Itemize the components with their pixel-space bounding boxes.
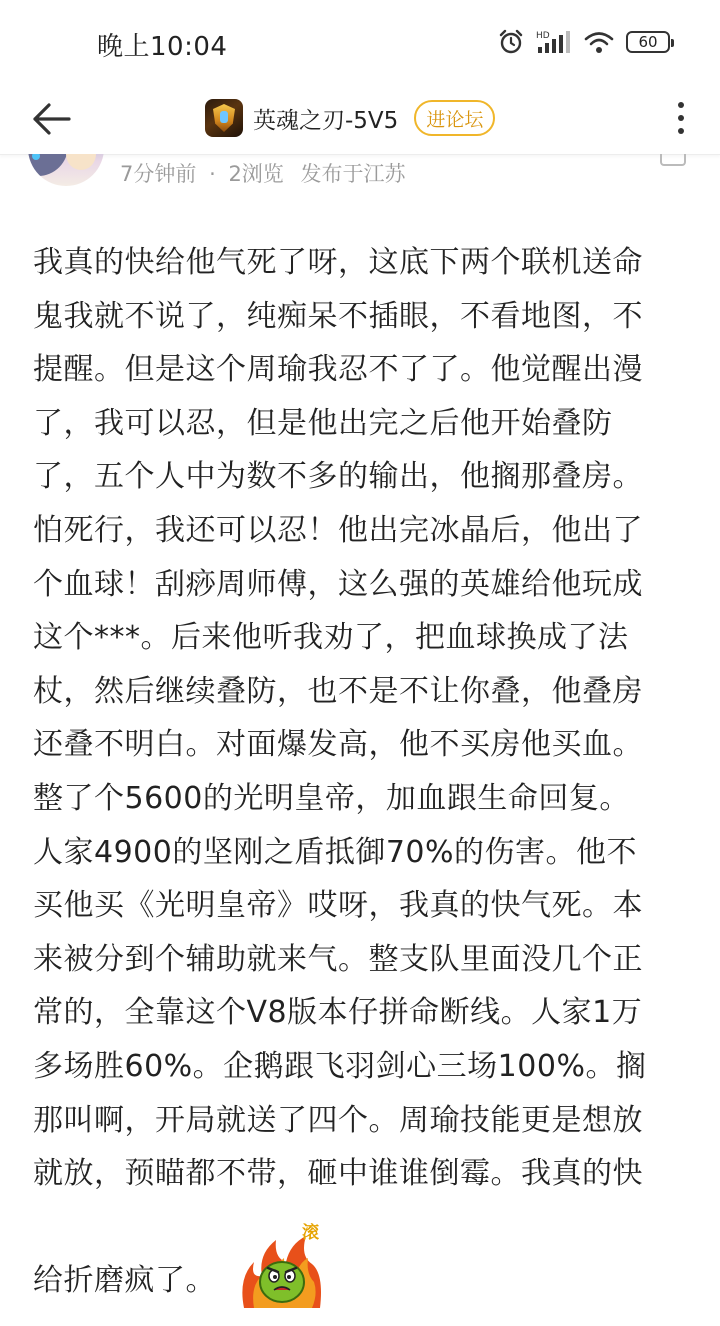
post-last-line: 给折磨疯了。 bbox=[33, 1263, 216, 1298]
post-line: 怕死行，我还可以忍！他出完冰晶后，他出了 bbox=[33, 512, 643, 548]
post-line: 了，五个人中为数不多的输出，他搁那叠房。 bbox=[33, 459, 643, 495]
post-line: 就放，预瞄都不带，砸中谁谁倒霉。我真的快 bbox=[33, 1156, 643, 1192]
enter-forum-button[interactable]: 进论坛 bbox=[414, 100, 495, 136]
meta-separator: · bbox=[209, 162, 216, 186]
post-body bbox=[33, 236, 693, 1201]
post-line: 鬼我就不说了，纯痴呆不插眼，不看地图，不 bbox=[33, 298, 643, 334]
post-line: 来被分到个辅助就来气。整支队里面没几个正 bbox=[33, 941, 643, 977]
avatar[interactable] bbox=[28, 154, 104, 186]
status-icons bbox=[498, 28, 670, 56]
post-time: 7分钟前 bbox=[120, 162, 197, 186]
post-line: 杖，然后继续叠防，也不是不让你叠，他叠房 bbox=[33, 673, 643, 709]
post-meta-row bbox=[0, 154, 720, 198]
hd-signal-icon bbox=[536, 29, 572, 55]
post-line: 了，我可以忍，但是他出完之后他开始叠防 bbox=[33, 405, 613, 441]
post-line: 整了个5600的光明皇帝，加血跟生命回复。 bbox=[33, 780, 630, 816]
post-location: 发布于江苏 bbox=[300, 162, 406, 186]
post-views: 2浏览 bbox=[228, 162, 284, 186]
post-line: 多场胜60%。企鹅跟飞羽剑心三场100%。搁 bbox=[33, 1048, 647, 1084]
post-meta bbox=[120, 158, 406, 188]
game-logo bbox=[205, 99, 243, 137]
wifi-icon bbox=[584, 30, 614, 54]
alarm-icon bbox=[498, 29, 524, 55]
nav-bar bbox=[0, 84, 720, 155]
post-line: 这个***。后来他听我劝了，把血球换成了法 bbox=[33, 620, 629, 656]
nav-title-group[interactable] bbox=[205, 92, 495, 144]
post-line: 个血球！刮痧周师傅，这么强的英雄给他玩成 bbox=[33, 566, 643, 602]
post-line: 那叫啊，开局就送了四个。周瑜技能更是想放 bbox=[33, 1102, 643, 1138]
svg-text:HD: HD bbox=[536, 31, 550, 41]
report-icon[interactable] bbox=[660, 154, 686, 166]
status-time: 晚上10:04 bbox=[97, 32, 228, 62]
post-line: 常的，全靠这个V8版本仔拼命断线。人家1万 bbox=[33, 995, 643, 1031]
angry-sticker-icon bbox=[236, 1218, 328, 1310]
battery-icon bbox=[626, 31, 670, 53]
post-line: 还叠不明白。对面爆发高，他不买房他买血。 bbox=[33, 727, 643, 763]
status-bar bbox=[0, 0, 720, 84]
back-button[interactable] bbox=[26, 94, 76, 144]
post-line: 提醒。但是这个周瑜我忍不了了。他觉醒出漫 bbox=[33, 352, 643, 388]
more-vertical-icon[interactable] bbox=[666, 92, 696, 144]
post-line: 人家4900的坚刚之盾抵御70%的伤害。他不 bbox=[33, 834, 638, 870]
nav-title: 英魂之刃-5V5 bbox=[253, 107, 399, 134]
battery-level: 60 bbox=[638, 33, 658, 51]
post-line: 我真的快给他气死了呀，这底下两个联机送命 bbox=[33, 245, 643, 280]
sticker-text: 滚 bbox=[302, 1223, 319, 1243]
post-line: 买他买《光明皇帝》哎呀，我真的快气死。本 bbox=[33, 888, 643, 924]
back-arrow-icon bbox=[31, 102, 71, 136]
